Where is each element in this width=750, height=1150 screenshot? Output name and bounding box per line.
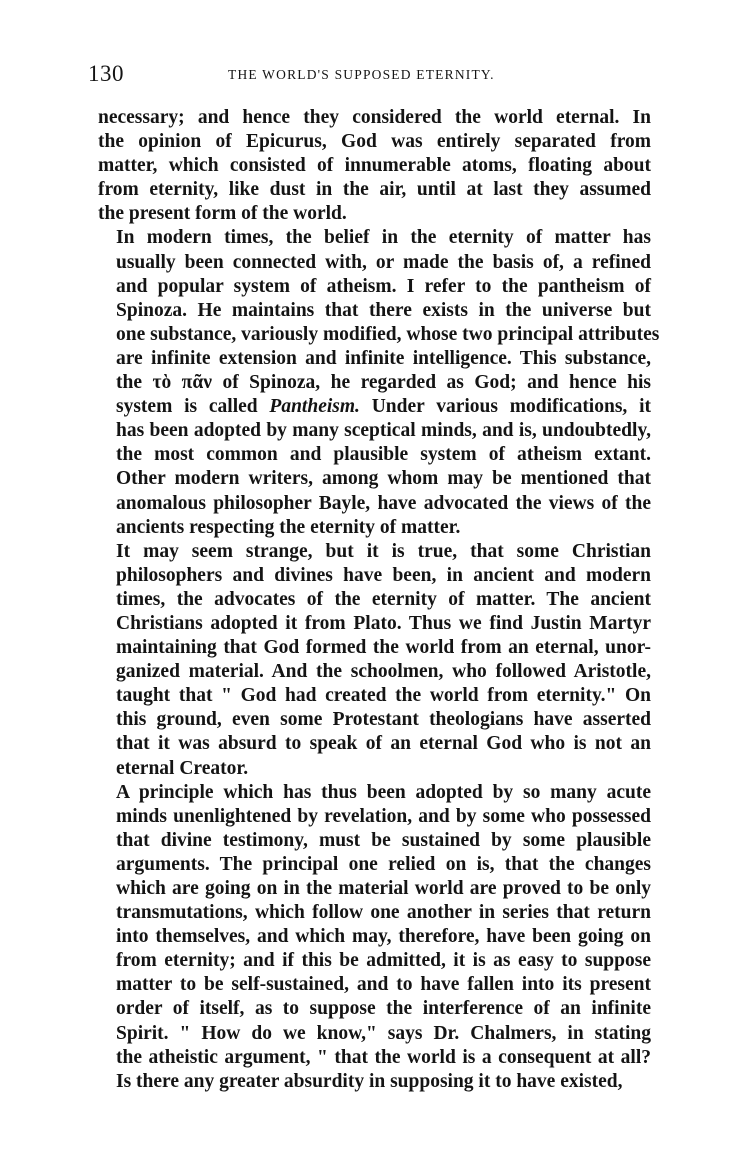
running-head bbox=[88, 58, 664, 90]
text-line: Is there any greater absurdity in supposing it to have existed, bbox=[116, 1070, 623, 1092]
text-line: transmutations, which follow one another in series that return bbox=[116, 902, 651, 924]
text-line: are infinite extension and infinite intelligence. This substance, bbox=[116, 347, 651, 369]
paragraph bbox=[98, 106, 651, 226]
text-line: one substance, variously modified, whose two principal attributes bbox=[116, 323, 660, 345]
text-line: times, the advocates of the eternity of matter. The ancient bbox=[116, 588, 651, 610]
text-line: matter, which consisted of innumerable atoms, floating about bbox=[98, 155, 651, 177]
text-line: philosophers and divines have been, in ancient and modern bbox=[116, 564, 651, 586]
text-line: usually been connected with, or made the basis of, a refined bbox=[116, 251, 651, 273]
text-line: Other modern writers, among whom may be mentioned that bbox=[116, 468, 651, 490]
text-line: from eternity, like dust in the air, until at last they assumed bbox=[98, 179, 651, 201]
text-line: A principle which has thus been adopted by so many acute bbox=[116, 781, 651, 803]
text-line: system is called Pantheism. Under various modifications, it bbox=[116, 396, 651, 418]
text-line: the τὸ πᾶν of Spinoza, he regarded as God; and hence his bbox=[116, 372, 651, 394]
text-line: has been adopted by many sceptical minds, and is, undoubtedly, bbox=[116, 420, 651, 442]
text-line: matter to be self-sustained, and to have fallen into its present bbox=[116, 974, 651, 996]
text-line: maintaining that God formed the world from an eternal, unor- bbox=[116, 637, 651, 659]
text-line: that divine testimony, must be sustained by some plausible bbox=[116, 829, 651, 851]
text-line: anomalous philosopher Bayle, have advocated the views of the bbox=[116, 492, 651, 514]
text-line: It may seem strange, but it is true, that some Christian bbox=[116, 540, 651, 562]
text-line: Spirit. " How do we know," says Dr. Chalmers, in stating bbox=[116, 1022, 651, 1044]
paragraph bbox=[98, 226, 660, 539]
text-line: the opinion of Epicurus, God was entirely separated from bbox=[98, 131, 651, 153]
paragraph bbox=[98, 781, 651, 1094]
text-line: the present form of the world. bbox=[98, 203, 347, 225]
page-number: 130 bbox=[88, 61, 124, 86]
text-line: taught that " God had created the world from eternity." On bbox=[116, 685, 651, 707]
text-line: eternal Creator. bbox=[116, 757, 249, 779]
text-line: the atheistic argument, " that the world is a consequent at all? bbox=[116, 1046, 651, 1068]
paragraph bbox=[98, 540, 651, 781]
text-line: which are going on in the material world are proved to be only bbox=[116, 878, 651, 899]
text-line: ancients respecting the eternity of matter. bbox=[116, 516, 461, 538]
text-line: that it was absurd to speak of an eternal God who is not an bbox=[116, 733, 651, 755]
text-line: necessary; and hence they considered the world eternal. In bbox=[98, 107, 651, 128]
italic-term: Pantheism. bbox=[269, 396, 360, 418]
running-title: THE WORLD'S SUPPOSED ETERNITY. bbox=[228, 67, 495, 82]
text-line: into themselves, and which may, therefore, have been going on bbox=[116, 926, 651, 948]
text-line: arguments. The principal one relied on is, that the changes bbox=[116, 853, 651, 875]
text-line: from eternity; and if this be admitted, it is as easy to suppose bbox=[116, 950, 651, 972]
body-text bbox=[98, 106, 660, 1094]
text-line: minds unenlightened by revelation, and by some who possessed bbox=[116, 805, 651, 827]
text-line: In modern times, the belief in the eternity of matter has bbox=[116, 227, 651, 249]
text-line: and popular system of atheism. I refer to the pantheism of bbox=[116, 275, 651, 297]
text-line: order of itself, as to suppose the interference of an infinite bbox=[116, 998, 651, 1020]
text-line: ganized material. And the schoolmen, who followed Aristotle, bbox=[116, 661, 651, 683]
text-line: Christians adopted it from Plato. Thus we find Justin Martyr bbox=[116, 612, 651, 634]
text-line: Spinoza. He maintains that there exists in the universe but bbox=[116, 299, 651, 321]
text-line: this ground, even some Protestant theologians have asserted bbox=[116, 709, 651, 731]
text-line: the most common and plausible system of atheism extant. bbox=[116, 444, 651, 466]
